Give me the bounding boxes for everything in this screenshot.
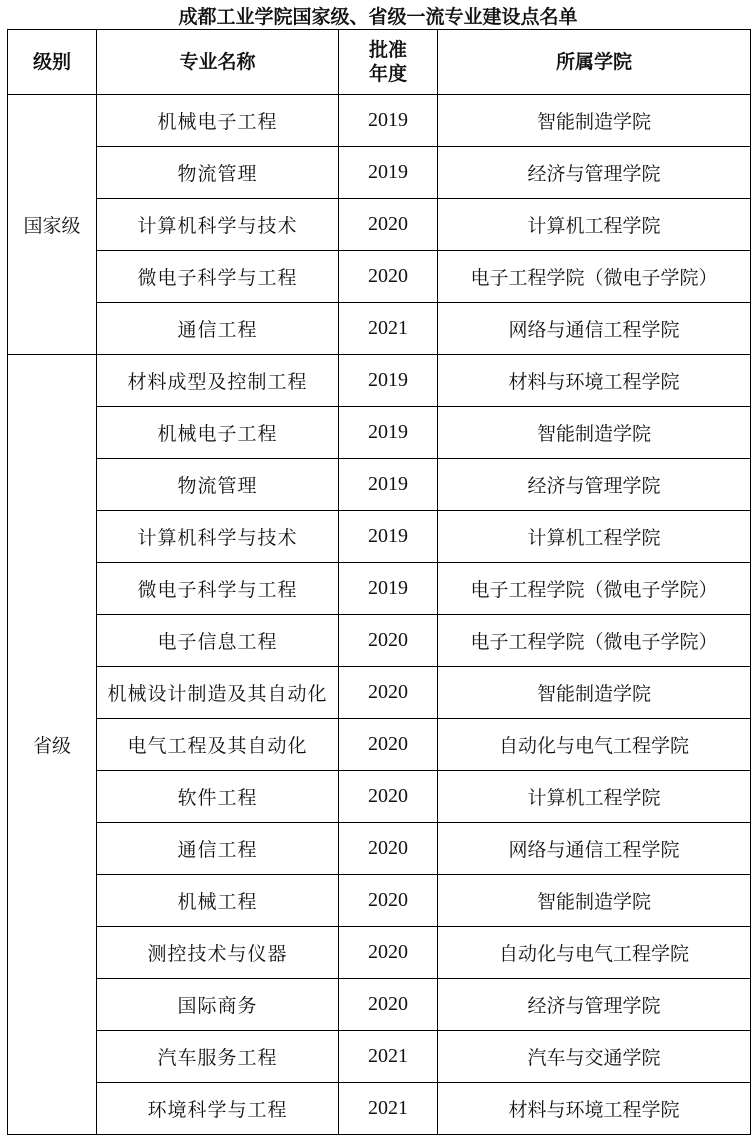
majors-table: [7, 29, 751, 1135]
header-year-line1: 批准: [368, 39, 407, 61]
major-cell: 通信工程: [97, 303, 339, 355]
college-cell: 计算机工程学院: [438, 199, 751, 251]
major-cell: 通信工程: [97, 823, 339, 875]
college-cell: 经济与管理学院: [438, 147, 751, 199]
college-cell: 材料与环境工程学院: [438, 1083, 751, 1135]
college-cell: 经济与管理学院: [438, 979, 751, 1031]
table-row: [8, 407, 751, 459]
table-row: [8, 459, 751, 511]
year-cell: 2020: [339, 771, 438, 823]
major-cell: 机械电子工程: [97, 95, 339, 147]
year-cell: 2020: [339, 615, 438, 667]
table-row: [8, 875, 751, 927]
college-cell: 电子工程学院（微电子学院）: [438, 251, 751, 303]
year-cell: 2021: [339, 1031, 438, 1083]
major-cell: 机械设计制造及其自动化: [97, 667, 339, 719]
table-row: [8, 1083, 751, 1135]
table-row: [8, 927, 751, 979]
major-cell: 微电子科学与工程: [97, 251, 339, 303]
year-cell: 2019: [339, 95, 438, 147]
major-cell: 环境科学与工程: [97, 1083, 339, 1135]
college-cell: 材料与环境工程学院: [438, 355, 751, 407]
college-cell: 网络与通信工程学院: [438, 823, 751, 875]
college-cell: 电子工程学院（微电子学院）: [438, 615, 751, 667]
table-row: [8, 147, 751, 199]
table-row: [8, 95, 751, 147]
year-cell: 2021: [339, 303, 438, 355]
major-cell: 机械工程: [97, 875, 339, 927]
college-cell: 经济与管理学院: [438, 459, 751, 511]
college-cell: 计算机工程学院: [438, 511, 751, 563]
major-cell: 机械电子工程: [97, 407, 339, 459]
major-cell: 计算机科学与技术: [97, 511, 339, 563]
year-cell: 2019: [339, 407, 438, 459]
table-row: [8, 979, 751, 1031]
year-cell: 2021: [339, 1083, 438, 1135]
table-row: [8, 355, 751, 407]
year-cell: 2019: [339, 147, 438, 199]
college-cell: 智能制造学院: [438, 95, 751, 147]
level-cell: 国家级: [8, 95, 97, 355]
college-cell: 智能制造学院: [438, 667, 751, 719]
major-cell: 微电子科学与工程: [97, 563, 339, 615]
college-cell: 汽车与交通学院: [438, 1031, 751, 1083]
header-year: [339, 30, 438, 95]
header-level: 级别: [8, 30, 97, 95]
major-cell: 电子信息工程: [97, 615, 339, 667]
college-cell: 智能制造学院: [438, 875, 751, 927]
year-cell: 2020: [339, 875, 438, 927]
major-cell: 材料成型及控制工程: [97, 355, 339, 407]
year-cell: 2019: [339, 459, 438, 511]
header-college: 所属学院: [438, 30, 751, 95]
major-cell: 物流管理: [97, 459, 339, 511]
header-row: [8, 30, 751, 95]
college-cell: 自动化与电气工程学院: [438, 719, 751, 771]
major-cell: 计算机科学与技术: [97, 199, 339, 251]
major-cell: 国际商务: [97, 979, 339, 1031]
table-row: [8, 251, 751, 303]
major-cell: 物流管理: [97, 147, 339, 199]
year-cell: 2020: [339, 667, 438, 719]
header-year-line2: 年度: [368, 63, 407, 85]
major-cell: 汽车服务工程: [97, 1031, 339, 1083]
college-cell: 网络与通信工程学院: [438, 303, 751, 355]
table-row: [8, 771, 751, 823]
year-cell: 2019: [339, 511, 438, 563]
year-cell: 2020: [339, 251, 438, 303]
major-cell: 电气工程及其自动化: [97, 719, 339, 771]
table-row: [8, 823, 751, 875]
year-cell: 2020: [339, 927, 438, 979]
year-cell: 2020: [339, 199, 438, 251]
major-cell: 软件工程: [97, 771, 339, 823]
table-row: [8, 303, 751, 355]
year-cell: 2020: [339, 823, 438, 875]
document-title: 成都工业学院国家级、省级一流专业建设点名单: [178, 6, 578, 28]
header-major: 专业名称: [97, 30, 339, 95]
year-cell: 2020: [339, 979, 438, 1031]
table-row: [8, 563, 751, 615]
table-row: [8, 719, 751, 771]
table-row: [8, 199, 751, 251]
year-cell: 2019: [339, 563, 438, 615]
table-row: [8, 667, 751, 719]
year-cell: 2019: [339, 355, 438, 407]
college-cell: 智能制造学院: [438, 407, 751, 459]
table-row: [8, 511, 751, 563]
college-cell: 自动化与电气工程学院: [438, 927, 751, 979]
level-cell: 省级: [8, 355, 97, 1135]
college-cell: 计算机工程学院: [438, 771, 751, 823]
table-row: [8, 615, 751, 667]
table-body: [8, 95, 751, 1135]
major-cell: 测控技术与仪器: [97, 927, 339, 979]
college-cell: 电子工程学院（微电子学院）: [438, 563, 751, 615]
table-row: [8, 1031, 751, 1083]
year-cell: 2020: [339, 719, 438, 771]
